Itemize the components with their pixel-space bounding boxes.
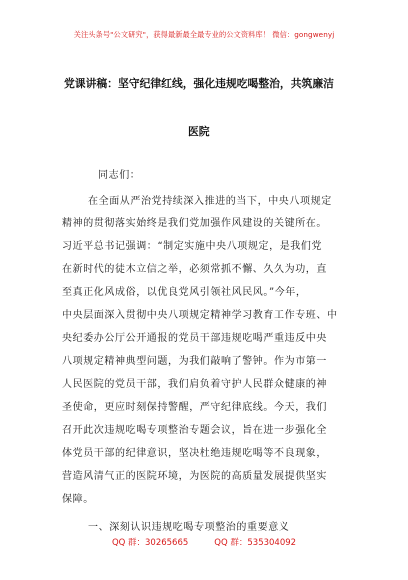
body-line: 在新时代的徒木立信之举，必须常抓不懈、久久为功，直 <box>62 264 327 275</box>
body-line: 习近平总书记强调：“制定实施中央八项规定，是我们党 <box>62 241 323 252</box>
body-line: 中央层面深入贯彻中央八项规定精神学习教育工作专班、中 <box>62 310 338 321</box>
body-line: 营造风清气正的医院环境，为医院的高质量发展提供坚实 <box>62 471 327 482</box>
body-line: 圣使命，更应时刻保持警醒，严守纪律底线。今天，我们 <box>62 402 327 413</box>
body-line: 体党员干部的纪律意识，坚决杜绝违规吃喝等不良现象， <box>62 448 327 459</box>
qq-group-1: QQ 群：30265665 <box>111 538 189 548</box>
salutation: 同志们： <box>98 170 141 181</box>
document-title-line-2: 医院 <box>188 125 210 138</box>
promo-banner: 关注头条号"公文研究"，获得最新最全最专业的公文资料库！ 微信：gongwenyj <box>73 30 335 39</box>
body-line: 八项规定精神典型问题，为我们敲响了警钟。作为市第一 <box>62 356 327 367</box>
footer-contact <box>0 536 408 548</box>
body-line: 精神的贯彻落实始终是我们党加强作风建设的关键所在。 <box>62 218 327 229</box>
document-title-line-1: 党课讲稿：坚守纪律红线，强化违规吃喝整治，共筑廉洁 <box>64 77 334 90</box>
section-heading: 一、深刻认识违规吃喝专项整治的重要意义 <box>88 522 290 533</box>
body-line: 至真正化风成俗，以优良党风引领社风民风。”今年， <box>62 287 307 298</box>
body-line: 人民医院的党员干部，我们肩负着守护人民群众健康的神 <box>62 379 327 390</box>
body-line: 在全面从严治党持续深入推进的当下，中央八项规定 <box>88 196 332 207</box>
qq-group-2: QQ 群：535304092 <box>214 538 297 548</box>
body-line: 保障。 <box>62 494 94 505</box>
body-line: 央纪委办公厅公开通报的党员干部违规吃喝严重违反中央 <box>62 333 327 344</box>
body-line: 召开此次违规吃喝专项整治专题会议，旨在进一步强化全 <box>62 425 327 436</box>
